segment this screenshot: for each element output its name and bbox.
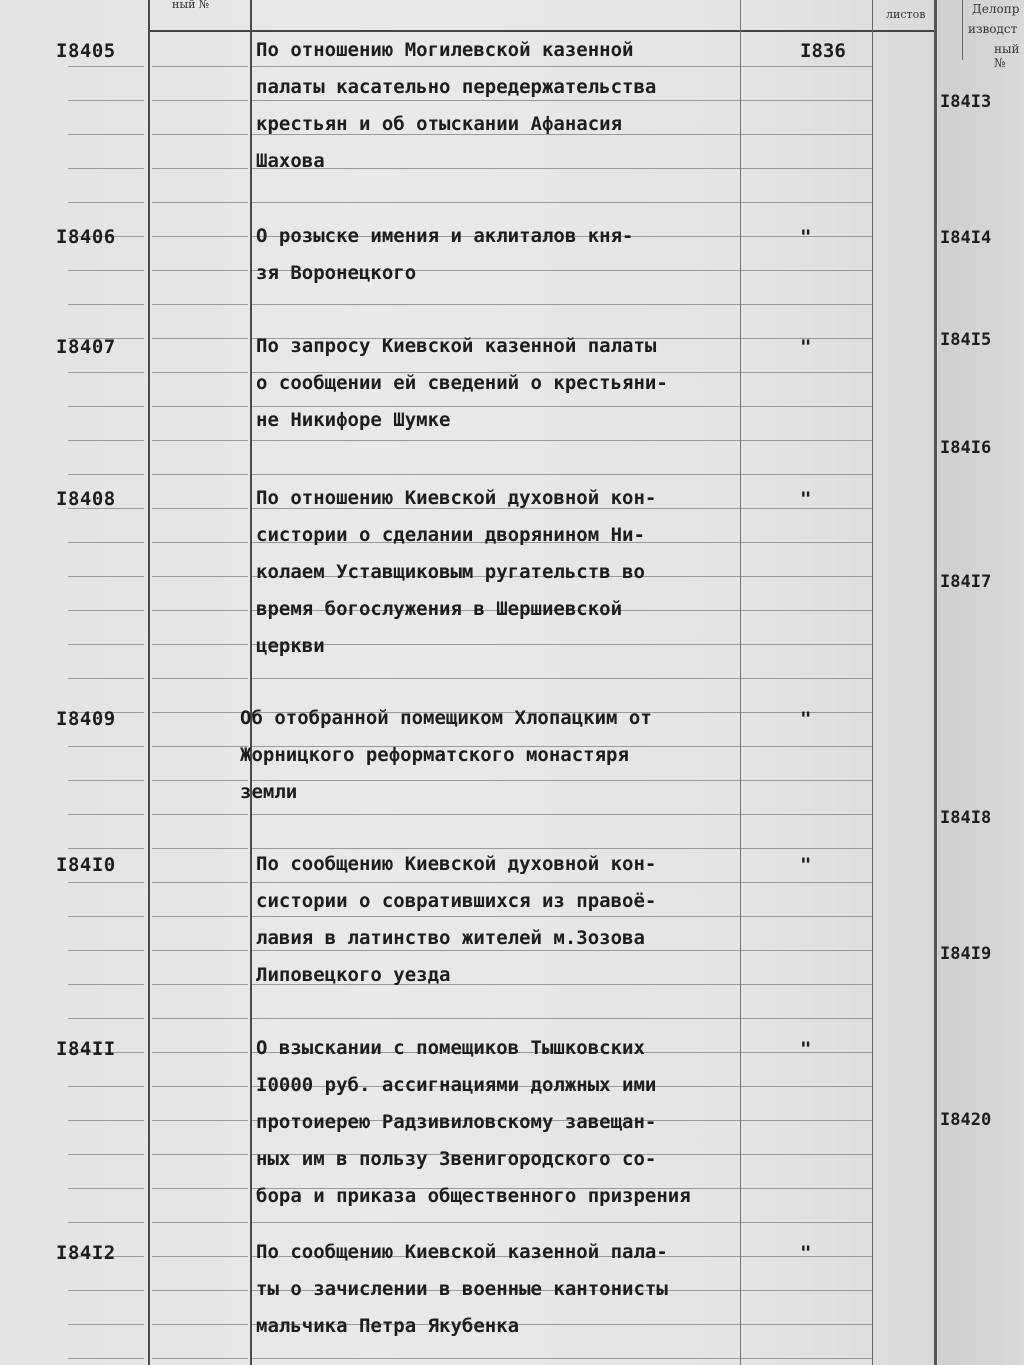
column-divider [962, 0, 963, 60]
entry-year: " [800, 854, 812, 876]
ruled-line [152, 916, 248, 917]
entry-year: " [800, 226, 812, 248]
ruled-line [152, 236, 248, 237]
ruled-line [152, 610, 248, 611]
entry-description-line: По запросу Киевской казенной палаты [256, 335, 657, 357]
ruled-line [68, 678, 144, 679]
ruled-line [68, 100, 144, 101]
header-clerk-label-3: ный № [994, 42, 1020, 70]
entry-description-line: Жорницкого реформатского монастяря [240, 744, 629, 766]
entry-description-line: мальчика Петра Якубенка [256, 1315, 520, 1337]
entry-description-line: По сообщению Киевской казенной пала- [256, 1241, 668, 1263]
ruled-line [152, 814, 248, 815]
entry-description [256, 328, 766, 439]
entry-description [256, 846, 766, 994]
entry-number: I8405 [56, 40, 116, 62]
ruled-line [68, 1324, 144, 1325]
ruled-line [152, 1188, 248, 1189]
entry-description-line: церкви [256, 635, 325, 657]
ruled-line [252, 440, 872, 441]
ruled-line [152, 270, 248, 271]
ruled-line [68, 882, 144, 883]
entry-description-line: крестьян и об отыскании Афанасия [256, 113, 623, 135]
ruled-line [152, 304, 248, 305]
entry-description-line: систории о сделании дворянином Ни- [256, 524, 645, 546]
ruled-line [152, 1290, 248, 1291]
entry-description [256, 480, 766, 665]
entry-description-line: I0000 руб. ассигнациями должных ими [256, 1074, 657, 1096]
page-edge-divider [934, 0, 937, 1365]
ruled-line [152, 1358, 248, 1359]
ruled-line [152, 678, 248, 679]
entry-description-line: земли [240, 781, 298, 803]
column-divider [148, 0, 150, 1365]
ruled-line [152, 406, 248, 407]
ruled-line [68, 1120, 144, 1121]
entry-number: I8409 [56, 708, 116, 730]
ruled-line [152, 1222, 248, 1223]
ruled-line [68, 406, 144, 407]
ruled-line [152, 338, 248, 339]
entry-description-line: ты о зачислении в военные кантонисты [256, 1278, 668, 1300]
ruled-line [152, 134, 248, 135]
ruled-line [152, 100, 248, 101]
ruled-line [68, 984, 144, 985]
ruled-line [68, 644, 144, 645]
ruled-line [252, 1222, 872, 1223]
entry-number: I84I2 [56, 1242, 116, 1264]
ruled-line [68, 916, 144, 917]
ruled-line [252, 202, 872, 203]
ruled-line [68, 848, 144, 849]
ruled-line [152, 1120, 248, 1121]
entry-number: I84II [56, 1038, 116, 1060]
entry-description-line: По отношению Могилевской казенной [256, 39, 634, 61]
entry-year: " [800, 708, 812, 730]
entry-description-line: не Никифоре Шумке [256, 409, 451, 431]
ruled-line [252, 678, 872, 679]
header-sheets-label: листов [886, 8, 926, 21]
ruled-line [68, 474, 144, 475]
ruled-line [152, 1256, 248, 1257]
ruled-line [152, 984, 248, 985]
ruled-line [152, 474, 248, 475]
entry-year: " [800, 1242, 812, 1264]
entry-number: I8406 [56, 226, 116, 248]
ruled-line [152, 848, 248, 849]
ruled-line [152, 372, 248, 373]
ruled-line [68, 66, 144, 67]
entry-description-line: О розыске имения и аклиталов кня- [256, 225, 634, 247]
entry-description-line: протоиерею Радзивиловскому завещан- [256, 1111, 657, 1133]
ruled-line [68, 1188, 144, 1189]
entry-year: I836 [800, 40, 846, 62]
ruled-line [68, 168, 144, 169]
entry-description-line: о сообщении ей сведений о крестьяни- [256, 372, 668, 394]
column-divider [872, 0, 873, 1365]
ruled-line [68, 610, 144, 611]
ruled-line [252, 304, 872, 305]
header-clerk-label-2: изводст [968, 22, 1018, 36]
entry-description-line: зя Воронецкого [256, 262, 417, 284]
entry-description-line: время богослужения в Шершиевской [256, 598, 623, 620]
next-page-edge [938, 0, 1024, 1365]
column-divider [250, 0, 252, 1365]
entry-description-line: бора и приказа общественного призрения [256, 1185, 691, 1207]
ruled-line [152, 508, 248, 509]
next-page-number: I84I7 [940, 572, 992, 592]
ruled-line [252, 474, 872, 475]
entry-description-line: колаем Уставщиковым ругательств во [256, 561, 645, 583]
ruled-line [68, 814, 144, 815]
ruled-line [68, 576, 144, 577]
ruled-line [68, 1222, 144, 1223]
next-page-number: I84I4 [940, 228, 992, 248]
ruled-line [68, 746, 144, 747]
ruled-line [152, 576, 248, 577]
entry-description [256, 1234, 766, 1345]
entry-number: I84I0 [56, 854, 116, 876]
ruled-line [152, 644, 248, 645]
ruled-line [152, 780, 248, 781]
ruled-line [68, 1154, 144, 1155]
entry-description-line: Об отобранной помещиком Хлопацким от [240, 707, 652, 729]
ruled-line [152, 882, 248, 883]
entry-year: " [800, 336, 812, 358]
entry-description-line: Шахова [256, 150, 325, 172]
ruled-line [68, 1358, 144, 1359]
entry-year: " [800, 488, 812, 510]
ruled-line [152, 712, 248, 713]
entry-description-line: О взыскании с помещиков Тышковских [256, 1037, 645, 1059]
ruled-line [152, 1086, 248, 1087]
ruled-line [68, 372, 144, 373]
entry-description-line: лавия в латинство жителей м.Зозова [256, 927, 645, 949]
ruled-line [252, 1358, 872, 1359]
next-page-number: I8420 [940, 1110, 992, 1130]
ruled-line [68, 304, 144, 305]
next-page-number: I84I9 [940, 944, 992, 964]
entry-description-line: ных им в пользу Звенигородского со- [256, 1148, 657, 1170]
ruled-line [152, 542, 248, 543]
next-page-number: I84I6 [940, 438, 992, 458]
ruled-line [68, 950, 144, 951]
ruled-line [152, 1324, 248, 1325]
ruled-line [252, 1018, 872, 1019]
ruled-line [152, 746, 248, 747]
ruled-line [252, 814, 872, 815]
ruled-line [152, 202, 248, 203]
entry-number: I8407 [56, 336, 116, 358]
ruled-line [68, 270, 144, 271]
entry-description [256, 218, 766, 292]
ruled-line [152, 1018, 248, 1019]
ruled-line [68, 542, 144, 543]
entry-description [256, 32, 766, 180]
ruled-line [68, 440, 144, 441]
ruled-line [152, 440, 248, 441]
header-clerk-label-1: Делопр [972, 2, 1020, 16]
header-number-label: ный № [172, 0, 210, 11]
next-page-number: I84I3 [940, 92, 992, 112]
entry-year: " [800, 1038, 812, 1060]
ruled-line [152, 168, 248, 169]
ruled-line [68, 780, 144, 781]
entry-description-line: систории о совратившихся из правоё- [256, 890, 657, 912]
next-page-number: I84I5 [940, 330, 992, 350]
ruled-line [152, 66, 248, 67]
entry-description-line: Липовецкого уезда [256, 964, 451, 986]
entry-number: I8408 [56, 488, 116, 510]
ruled-line [68, 1018, 144, 1019]
entry-description [240, 700, 750, 811]
entry-description [256, 1030, 766, 1215]
entry-description-line: палаты касательно передержательства [256, 76, 657, 98]
next-page-number: I84I8 [940, 808, 992, 828]
ruled-line [68, 134, 144, 135]
ruled-line [68, 202, 144, 203]
entry-description-line: По сообщению Киевской духовной кон- [256, 853, 657, 875]
ruled-line [68, 1086, 144, 1087]
ruled-line [152, 1052, 248, 1053]
ruled-line [68, 1290, 144, 1291]
ruled-line [152, 1154, 248, 1155]
ruled-line [152, 950, 248, 951]
entry-description-line: По отношению Киевской духовной кон- [256, 487, 657, 509]
